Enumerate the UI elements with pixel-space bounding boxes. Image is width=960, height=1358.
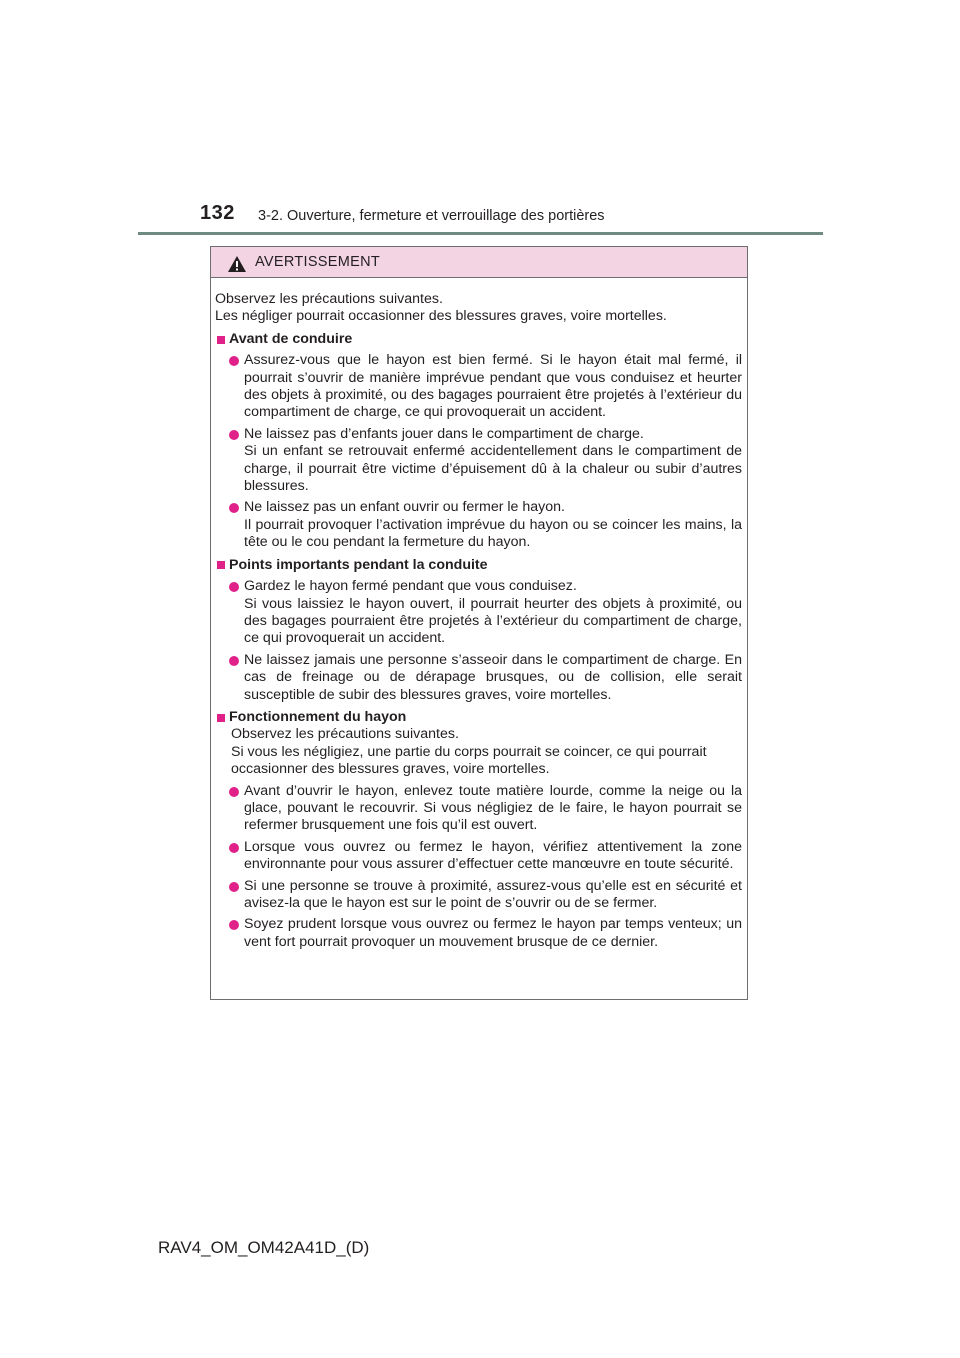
page-number: 132 bbox=[200, 202, 235, 224]
bullet-line: Soyez prudent lorsque vous ouvrez ou fermez le hayon par temps venteux; un vent fort pourrait provoquer un mouvement brusque de ce dernier. bbox=[244, 916, 742, 950]
square-bullet-icon bbox=[217, 336, 225, 344]
dot-bullet-icon bbox=[229, 843, 239, 853]
bullet-line: Si un enfant se retrouvait enfermé accidentellement dans le compartiment de charge, il pourrait être victime d’épuisement dû à la chaleur ou subir d’autres blessures. bbox=[244, 443, 742, 495]
warning-title: AVERTISSEMENT bbox=[255, 254, 381, 270]
section-title: 3-2. Ouverture, fermeture et verrouillage des portières bbox=[258, 208, 605, 224]
dot-bullet-icon bbox=[229, 787, 239, 797]
bullet-line: Ne laissez pas d’enfants jouer dans le compartiment de charge. bbox=[244, 425, 644, 442]
list-item bbox=[229, 652, 742, 704]
dot-bullet-icon bbox=[229, 882, 239, 892]
section-heading bbox=[215, 331, 742, 348]
square-bullet-icon bbox=[217, 561, 225, 569]
section-intro bbox=[231, 726, 742, 778]
bullet-line: Ne laissez pas un enfant ouvrir ou fermer le hayon. bbox=[244, 499, 565, 516]
warning-body bbox=[211, 278, 747, 951]
list-item bbox=[229, 916, 742, 951]
bullet-line: Avant d’ouvrir le hayon, enlevez toute matière lourde, comme la neige ou la glace, pouvant le recouvrir. Si vous négligiez de le faire, le hayon pourrait se refermer brusquement une fois qu’il est ouvert. bbox=[244, 782, 742, 834]
warning-intro bbox=[215, 291, 742, 326]
list-item bbox=[229, 578, 742, 648]
section-heading bbox=[215, 709, 742, 726]
section-intro-line: Observez les précautions suivantes. bbox=[231, 726, 459, 743]
section-heading-text: Fonctionnement du hayon bbox=[229, 708, 407, 725]
intro-line: Observez les précautions suivantes. bbox=[215, 291, 443, 307]
section-intro-line: Si vous les négligiez, une partie du corps pourrait se coincer, ce qui pourrait occasionner des blessures graves, voire mortelles. bbox=[231, 743, 707, 778]
section-heading-text: Points importants pendant la conduite bbox=[229, 556, 488, 573]
list-item bbox=[229, 426, 742, 496]
bullet-line: Si une personne se trouve à proximité, assurez-vous qu’elle est en sécurité et avisez-la que le hayon est sur le point de s’ouvrir ou de se fermer. bbox=[244, 877, 742, 911]
bullet-line: Lorsque vous ouvrez ou fermez le hayon, vérifiez attentivement la zone environnante pour vous assurer d’effectuer cette manœuvre en toute sécurité. bbox=[244, 838, 742, 873]
dot-bullet-icon bbox=[229, 656, 239, 666]
header-rule bbox=[138, 232, 823, 235]
warning-header bbox=[211, 247, 747, 278]
dot-bullet-icon bbox=[229, 920, 239, 930]
document-code: RAV4_OM_OM42A41D_(D) bbox=[158, 1238, 370, 1257]
dot-bullet-icon bbox=[229, 430, 239, 440]
bullet-line: Ne laissez jamais une personne s’asseoir dans le compartiment de charge. En cas de freinage ou de dérapage brusques, ou de collision, elle serait susceptible de subir des blessures graves, voire mortelles. bbox=[244, 651, 742, 703]
section-heading bbox=[215, 557, 742, 574]
dot-bullet-icon bbox=[229, 356, 239, 366]
square-bullet-icon bbox=[217, 714, 225, 722]
warning-box bbox=[210, 246, 748, 1000]
dot-bullet-icon bbox=[229, 503, 239, 513]
section-heading-text: Avant de conduire bbox=[229, 330, 353, 347]
bullet-line: Assurez-vous que le hayon est bien fermé. Si le hayon était mal fermé, il pourrait s’ouvrir de manière imprévue pendant que vous conduisez et heurter des objets à proximité, ou des bagages pourraient être projetés à l’extérieur du compartiment de charge, ce qui provoquerait un accident. bbox=[244, 352, 742, 421]
list-item bbox=[229, 783, 742, 835]
list-item bbox=[229, 839, 742, 874]
intro-line: Les négliger pourrait occasionner des blessures graves, voire mortelles. bbox=[215, 308, 667, 325]
bullet-line: Gardez le hayon fermé pendant que vous conduisez. bbox=[244, 578, 577, 595]
bullet-line: Si vous laissiez le hayon ouvert, il pourrait heurter des objets à proximité, ou des bagages pourraient être projetés à l’extérieur du compartiment de charge, ce qui provoquerait un accident. bbox=[244, 595, 742, 647]
list-item bbox=[229, 352, 742, 422]
bullet-line: Il pourrait provoquer l’activation imprévue du hayon ou se coincer les mains, la tête ou le cou pendant la fermeture du hayon. bbox=[244, 516, 742, 551]
list-item bbox=[229, 878, 742, 913]
list-item bbox=[229, 499, 742, 551]
warning-triangle-icon bbox=[227, 255, 247, 273]
dot-bullet-icon bbox=[229, 582, 239, 592]
